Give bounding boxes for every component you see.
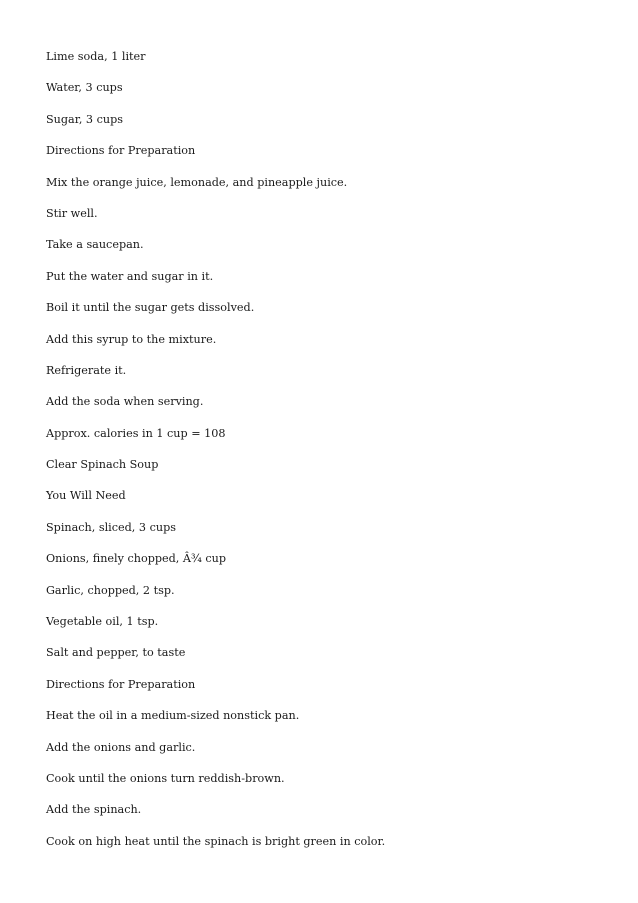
section-heading: Directions for Preparation	[46, 144, 196, 158]
text-line: Approx. calories in 1 cup = 108	[46, 426, 226, 440]
section-heading: Directions for Preparation	[46, 677, 196, 691]
text-line: Heat the oil in a medium-sized nonstick pan.	[46, 709, 300, 723]
text-line: Lime soda, 1 liter	[46, 50, 146, 63]
text-line: Add the spinach.	[46, 803, 142, 817]
text-line: Take a saucepan.	[46, 238, 144, 252]
text-line: Put the water and sugar in it.	[46, 269, 214, 283]
recipe-title: Clear Spinach Soup	[46, 458, 159, 472]
text-line: Garlic, chopped, 2 tsp.	[46, 583, 175, 597]
text-line: Mix the orange juice, lemonade, and pineapple juice.	[46, 175, 348, 189]
text-line: Boil it until the sugar gets dissolved.	[46, 301, 255, 315]
text-line: Refrigerate it.	[46, 363, 127, 377]
text-line: Add this syrup to the mixture.	[46, 332, 217, 346]
text-line: Onions, finely chopped, Â¾ cup	[46, 552, 227, 566]
text-line: Sugar, 3 cups	[46, 112, 123, 126]
text-lines	[46, 49, 385, 865]
text-line: Add the onions and garlic.	[46, 740, 196, 754]
text-line: Add the soda when serving.	[46, 395, 204, 409]
text-line: Cook on high heat until the spinach is bright green in color.	[46, 834, 386, 848]
text-line: Spinach, sliced, 3 cups	[46, 520, 176, 534]
text-line: Salt and pepper, to taste	[46, 646, 186, 660]
text-line: Cook until the onions turn reddish-brown.	[46, 771, 285, 785]
section-heading: You Will Need	[46, 489, 126, 503]
text-line: Vegetable oil, 1 tsp.	[46, 615, 159, 629]
text-line: Water, 3 cups	[46, 81, 123, 95]
text-line: Stir well.	[46, 206, 98, 220]
